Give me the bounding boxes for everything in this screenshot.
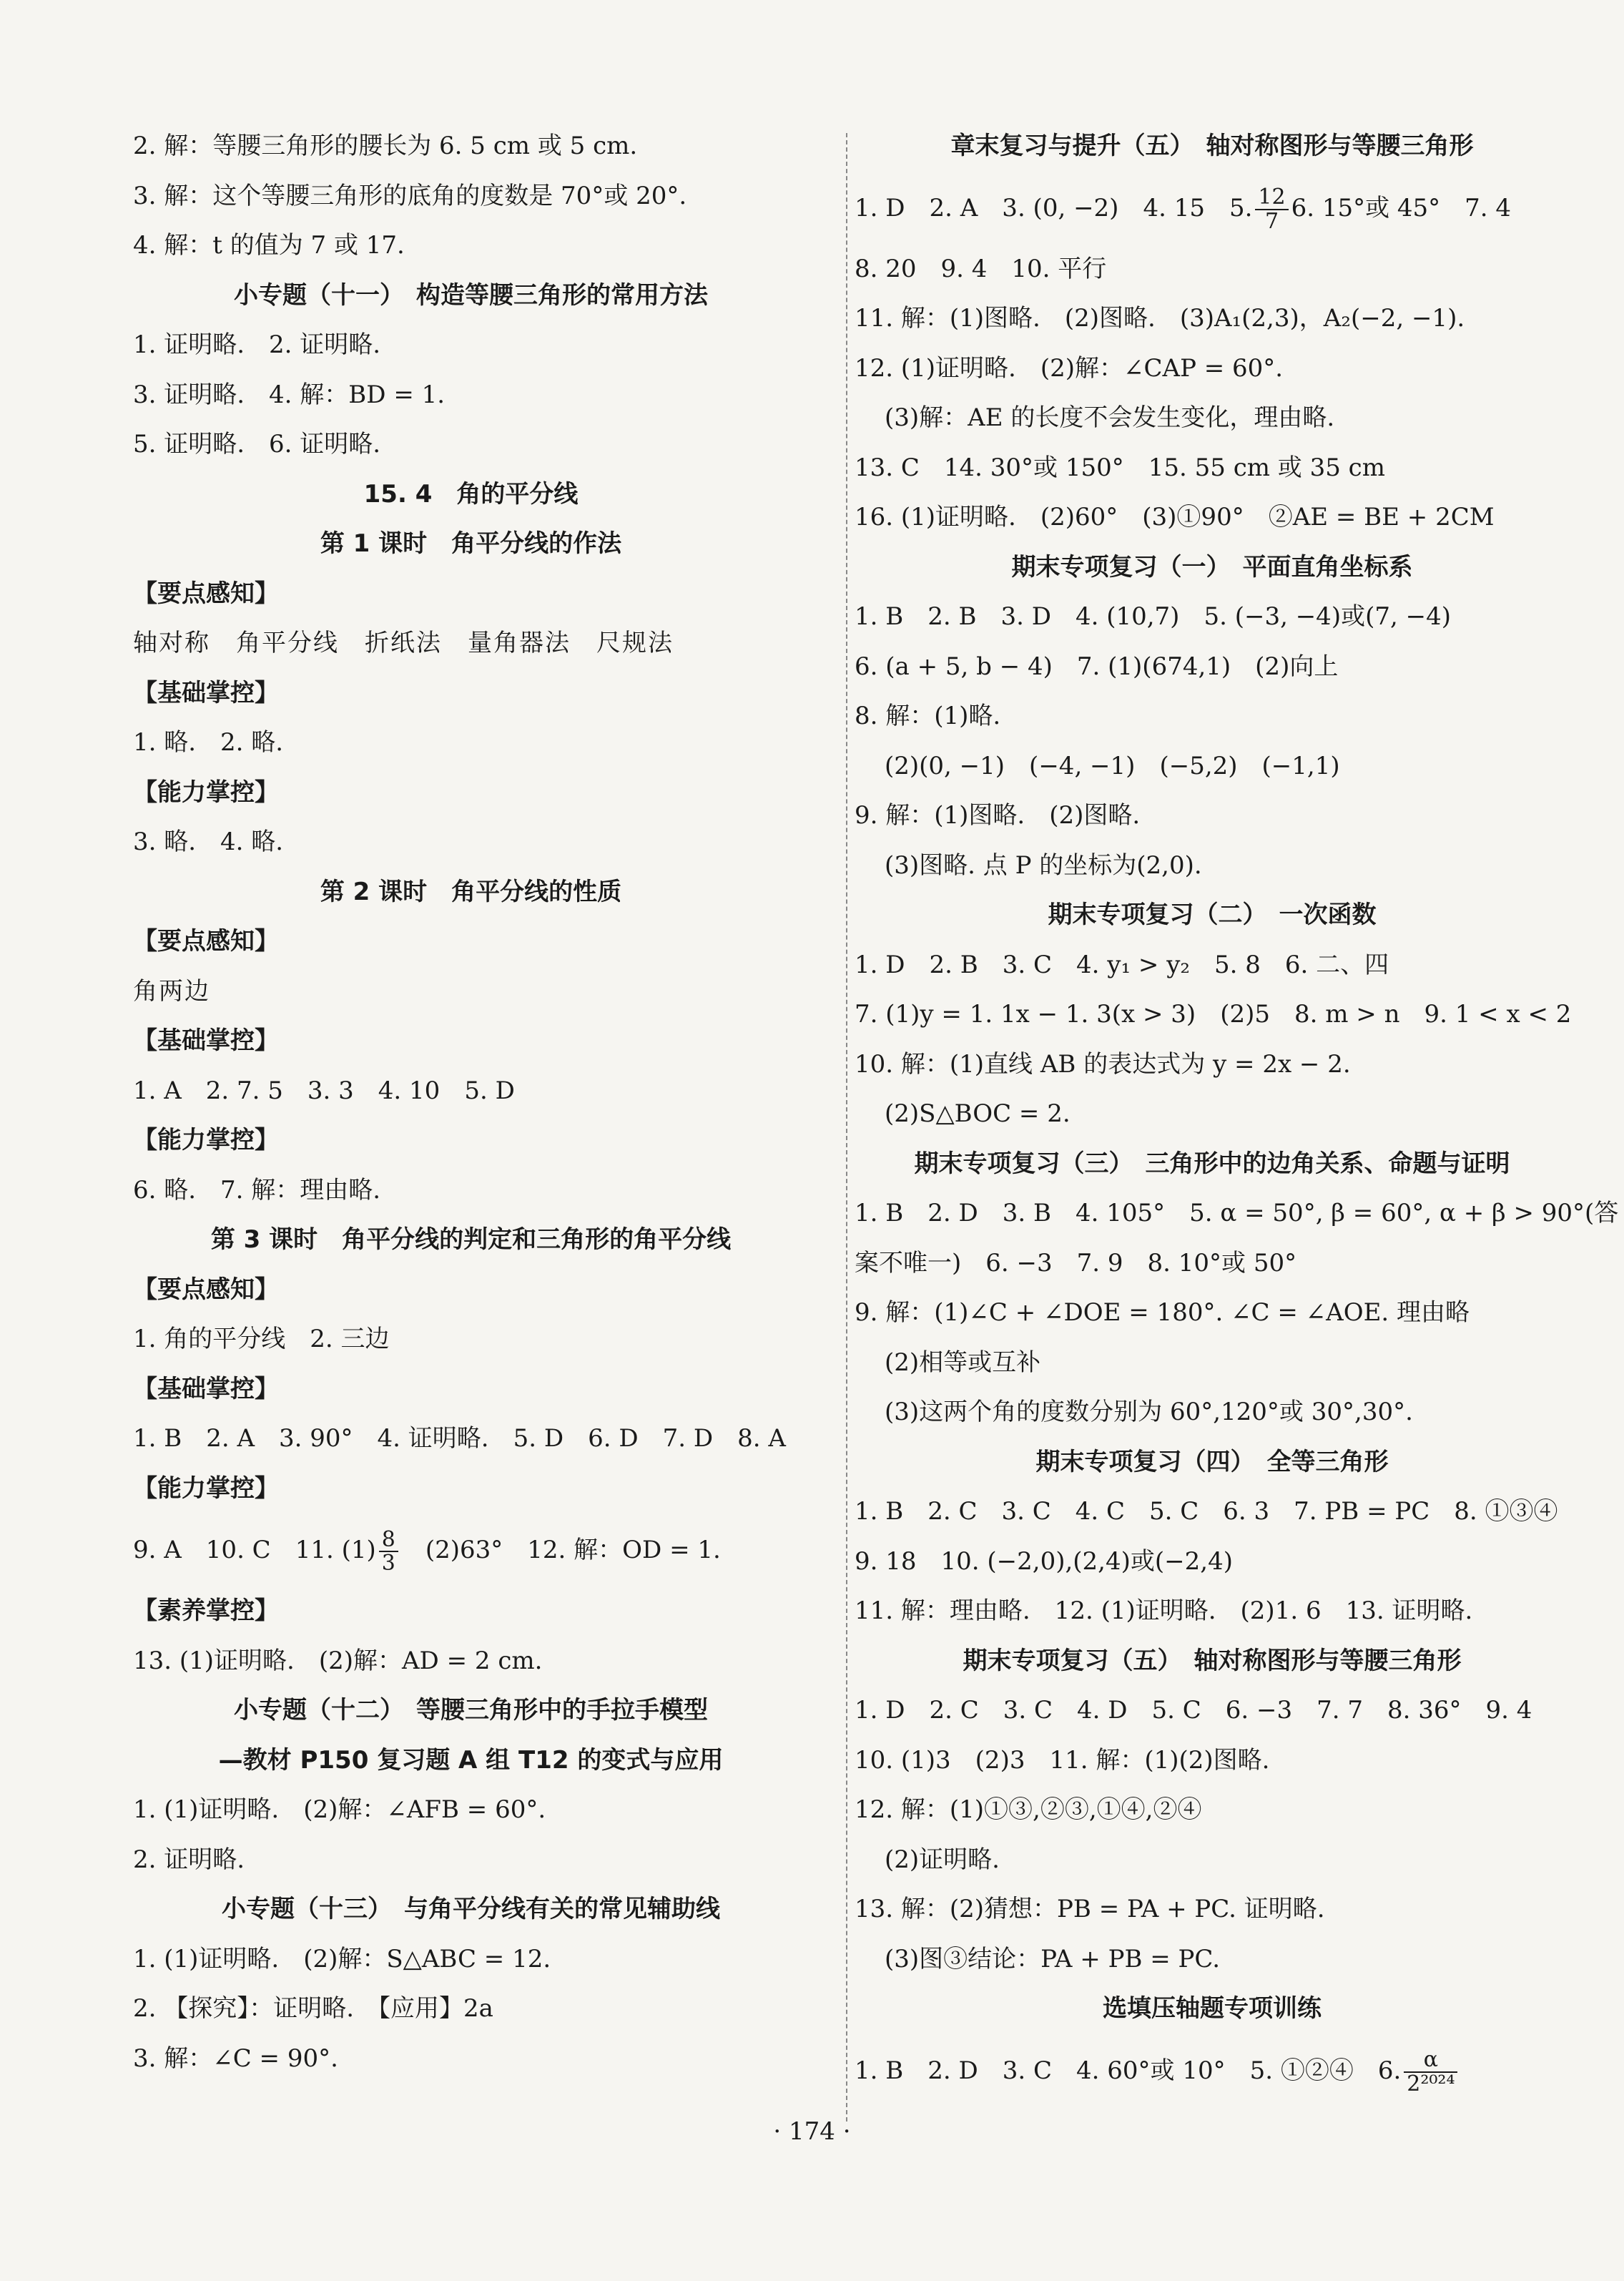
answer-line: 10. (1)3 (2)3 11. 解：(1)(2)图略. [855, 1745, 1270, 1775]
section-heading: 期末专项复习（四） 全等三角形 [1035, 1447, 1389, 1476]
answer-line: 11. 解：理由略. 12. (1)证明略. (2)1. 6 13. 证明略. [855, 1596, 1473, 1625]
answer-line: 9. 解：(1)∠C + ∠DOE = 180°. ∠C = ∠AOE. 理由略 [855, 1298, 1470, 1327]
answer-line: 1. B 2. B 3. D 4. (10,7) 5. (−3, −4)或(7, −4) [855, 602, 1451, 631]
denominator: 3 [381, 1551, 395, 1576]
section-heading: 15. 4 角的平分线 [363, 479, 579, 509]
section-heading: 期末专项复习（二） 一次函数 [1048, 901, 1377, 929]
answer-line: 1. D 2. B 3. C 4. y₁ > y₂ 5. 8 6. 二、四 [855, 950, 1389, 979]
answer-line: 5. 证明略. 6. 证明略. [133, 430, 381, 458]
denominator: 7 [1264, 208, 1279, 234]
answer-line [855, 172, 1570, 245]
answer-line: 3. 证明略. 4. 解：BD = 1. [133, 380, 446, 409]
section-label: 【素养掌控】 [133, 1596, 279, 1625]
section-label: 【基础掌控】 [133, 1374, 279, 1403]
section-label: 【能力掌控】 [133, 777, 279, 807]
numerator: α [1404, 2049, 1457, 2073]
answer-line: 1. 略. 2. 略. [133, 728, 284, 757]
answer-line: 13. 解：(2)猜想：PB = PA + PC. 证明略. [855, 1895, 1325, 1923]
section-label: 【要点感知】 [133, 1275, 279, 1304]
section-label: 【要点感知】 [133, 927, 279, 956]
answer-line: 3. 解：∠C = 90°. [133, 2044, 338, 2073]
section-heading: 小专题（十三） 与角平分线有关的常见辅助线 [222, 1895, 720, 1923]
section-label: 【基础掌控】 [133, 678, 279, 707]
answer-line [855, 2034, 1570, 2107]
answer-line: (3)这两个角的度数分别为 60°,120°或 30°,30°. [885, 1398, 1413, 1426]
answer-line: 4. 解：t 的值为 7 或 17. [133, 231, 405, 260]
section-heading: 第 3 课时 角平分线的判定和三角形的角平分线 [210, 1225, 732, 1254]
section-heading: 期末专项复习（一） 平面直角坐标系 [1011, 552, 1413, 582]
answer-line: 13. C 14. 30°或 150° 15. 55 cm 或 35 cm [855, 453, 1385, 482]
section-heading: —教材 P150 复习题 A 组 T12 的变式与应用 [218, 1745, 724, 1775]
answer-text: 6. 15°或 45° 7. 4 [1291, 193, 1512, 222]
denominator: 2²⁰²⁴ [1407, 2071, 1455, 2096]
fraction [1255, 186, 1288, 232]
answer-line: 2. 【探究】：证明略. 【应用】2a [133, 1994, 493, 2023]
answer-text: 9. A 10. C 11. (1) [133, 1536, 376, 1564]
answer-line: (3)图略. 点 P 的坐标为(2,0). [885, 850, 1202, 880]
answer-line: 16. (1)证明略. (2)60° (3)①90° ②AE = BE + 2CM [855, 503, 1495, 531]
section-heading: 章末复习与提升（五） 轴对称图形与等腰三角形 [950, 132, 1474, 160]
answer-line: (3)解：AE 的长度不会发生变化，理由略. [885, 403, 1335, 432]
answer-line: 轴对称 角平分线 折纸法 量角器法 尺规法 [133, 629, 674, 657]
section-heading: 小专题（十二） 等腰三角形中的手拉手模型 [234, 1696, 708, 1725]
answer-line [133, 1514, 809, 1586]
answer-line: 1. B 2. C 3. C 4. C 5. C 6. 3 7. PB = PC 8. ①③④ [855, 1497, 1558, 1526]
section-label: 【能力掌控】 [133, 1126, 279, 1154]
column-divider [846, 133, 847, 2121]
answer-line: (3)图③结论：PA + PB = PC. [885, 1944, 1221, 1973]
section-label: 【基础掌控】 [133, 1026, 279, 1055]
answer-text: (2)63° 12. 解：OD = 1. [400, 1536, 721, 1564]
fraction [379, 1526, 398, 1576]
answer-line: 1. (1)证明略. (2)解：S△ABC = 12. [133, 1944, 551, 1973]
answer-line: 1. A 2. 7. 5 3. 3 4. 10 5. D [133, 1076, 515, 1105]
answer-text: 1. B 2. D 3. C 4. 60°或 10° 5. ①②④ 6. [855, 2056, 1402, 2085]
answer-line: 3. 略. 4. 略. [133, 828, 284, 856]
answer-line: (2)证明略. [885, 1845, 1000, 1874]
answer-line: 1. B 2. D 3. B 4. 105° 5. α = 50°, β = 60°, α + β > 90°(答 [855, 1199, 1619, 1227]
answer-line: 12. 解：(1)①③,②③,①④,②④ [855, 1795, 1202, 1824]
answer-line: 7. (1)y = 1. 1x − 1. 3(x > 3) (2)5 8. m > n 9. 1 < x < 2 [855, 1000, 1572, 1029]
answer-line: 1. D 2. C 3. C 4. D 5. C 6. −3 7. 7 8. 36° 9. 4 [855, 1696, 1532, 1725]
answer-line: 12. (1)证明略. (2)解：∠CAP = 60°. [855, 353, 1284, 383]
answer-line: 1. 证明略. 2. 证明略. [133, 330, 381, 359]
answer-line: (2)(0, −1) (−4, −1) (−5,2) (−1,1) [885, 751, 1340, 780]
answer-line: 1. 角的平分线 2. 三边 [133, 1325, 390, 1353]
answer-line: 2. 解：等腰三角形的腰长为 6. 5 cm 或 5 cm. [133, 132, 638, 160]
section-heading: 小专题（十一） 构造等腰三角形的常用方法 [234, 280, 708, 310]
answer-line: 6. (a + 5, b − 4) 7. (1)(674,1) (2)向上 [855, 652, 1339, 681]
answer-line: (2)相等或互补 [885, 1348, 1041, 1377]
right-column [855, 122, 1619, 2107]
answer-line: 8. 解：(1)略. [855, 702, 1001, 730]
section-label: 【能力掌控】 [133, 1473, 279, 1503]
answer-line: 9. 解：(1)图略. (2)图略. [855, 801, 1141, 830]
answer-line: 2. 证明略. [133, 1845, 245, 1874]
answer-line: 案不唯一) 6. −3 7. 9 8. 10°或 50° [855, 1248, 1297, 1277]
answer-line: 9. 18 10. (−2,0),(2,4)或(−2,4) [855, 1546, 1233, 1576]
section-heading: 期末专项复习（三） 三角形中的边角关系、命题与证明 [914, 1149, 1510, 1178]
section-heading: 第 2 课时 角平分线的性质 [320, 877, 622, 906]
answer-line: 1. B 2. A 3. 90° 4. 证明略. 5. D 6. D 7. D 8. A [133, 1424, 786, 1453]
answer-line: (2)S△BOC = 2. [885, 1099, 1071, 1128]
section-heading: 第 1 课时 角平分线的作法 [320, 529, 622, 558]
numerator: 8 [379, 1529, 398, 1553]
answer-text: 1. D 2. A 3. (0, −2) 4. 15 5. [855, 193, 1253, 222]
page-number: · 174 · [773, 2117, 851, 2146]
answer-line: 3. 解：这个等腰三角形的底角的度数是 70°或 20°. [133, 181, 687, 210]
left-column [133, 122, 809, 2084]
answer-line: 13. (1)证明略. (2)解：AD = 2 cm. [133, 1646, 543, 1675]
fraction [1404, 2049, 1457, 2095]
answer-line: 1. (1)证明略. (2)解：∠AFB = 60°. [133, 1795, 546, 1824]
answer-line: 角两边 [133, 976, 210, 1006]
answer-line: 10. 解：(1)直线 AB 的表达式为 y = 2x − 2. [855, 1049, 1351, 1079]
answer-line: 6. 略. 7. 解：理由略. [133, 1175, 381, 1205]
answer-line: 11. 解：(1)图略. (2)图略. (3)A₁(2,3)，A₂(−2, −1). [855, 304, 1465, 333]
section-label: 【要点感知】 [133, 579, 279, 608]
section-heading: 期末专项复习（五） 轴对称图形与等腰三角形 [963, 1646, 1462, 1675]
numerator: 12 [1255, 186, 1288, 210]
answer-line: 8. 20 9. 4 10. 平行 [855, 254, 1107, 283]
section-heading: 选填压轴题专项训练 [1103, 1994, 1322, 2023]
